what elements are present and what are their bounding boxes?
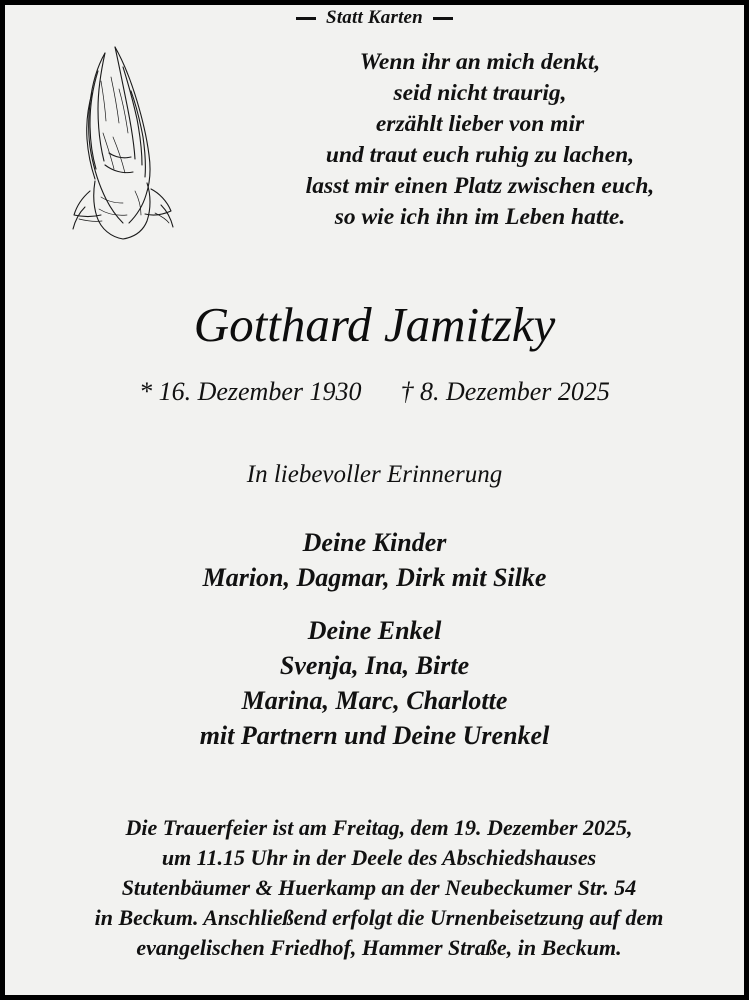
family-member-line: Marina, Marc, Charlotte (241, 686, 508, 715)
poem-line: seid nicht traurig, (393, 80, 567, 106)
family-heading: Deine Kinder (302, 528, 447, 557)
funeral-line: Stutenbäumer & Huerkamp an der Neubeckumer Str. 54 (121, 875, 637, 900)
family-member-line: Marion, Dagmar, Dirk mit Silke (202, 563, 547, 592)
family-member-line: mit Partnern und Deine Urenkel (199, 721, 550, 750)
funeral-line: in Beckum. Anschließend erfolgt die Urnenbeisetzung auf dem (94, 905, 664, 930)
family-section (5, 525, 744, 753)
family-heading: Deine Enkel (307, 616, 442, 645)
death-date: † 8. Dezember 2025 (400, 377, 610, 406)
statt-karten-label: Statt Karten (326, 7, 423, 28)
funeral-line: evangelischen Friedhof, Hammer Straße, in Beckum. (136, 935, 622, 960)
poem-line: erzählt lieber von mir (375, 111, 585, 137)
poem-line: lasst mir einen Platz zwischen euch, (305, 173, 655, 199)
deceased-name: Gotthard Jamitzky (193, 297, 556, 352)
memory-line: In liebevoller Erinnerung (246, 461, 503, 488)
funeral-details (29, 813, 729, 963)
funeral-line: Die Trauerfeier ist am Freitag, dem 19. Dezember 2025, (125, 815, 633, 840)
funeral-line: um 11.15 Uhr in der Deele des Abschiedshauses (161, 845, 597, 870)
family-group-grandchildren (5, 613, 744, 753)
statt-karten-header (5, 7, 744, 29)
poem-line: so wie ich ihn im Leben hatte. (334, 204, 626, 230)
poem-line: Wenn ihr an mich denkt, (359, 49, 601, 75)
life-dates (5, 377, 744, 407)
family-group-children (5, 525, 744, 595)
birth-date: * 16. Dezember 1930 (139, 377, 362, 406)
poem-line: und traut euch ruhig zu lachen, (325, 142, 635, 168)
poem-text (230, 47, 730, 233)
praying-hands-icon (43, 41, 203, 241)
header-rule-right (433, 17, 453, 20)
obituary-inner (5, 5, 744, 995)
header-rule-left (296, 17, 316, 20)
family-member-line: Svenja, Ina, Birte (279, 651, 470, 680)
